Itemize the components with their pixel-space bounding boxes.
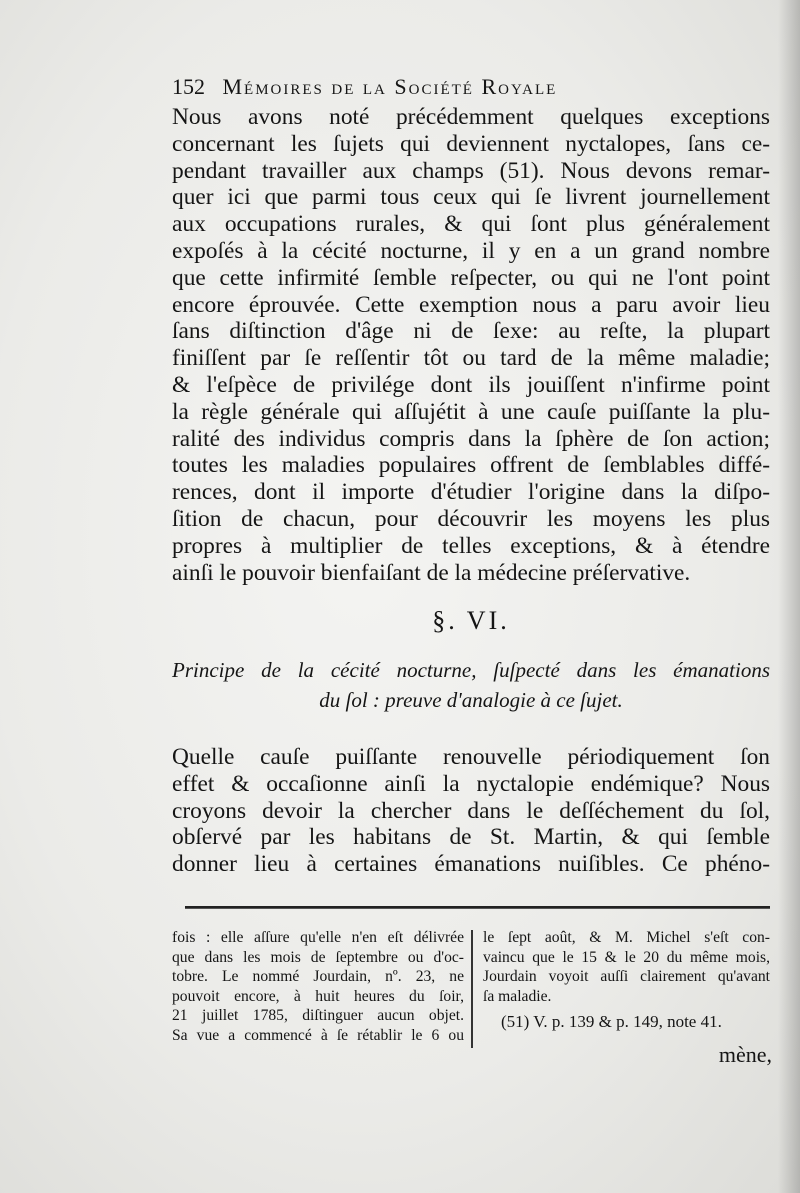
text-line: que cette infirmité ſemble reſpecter, ou qui ne l'ont point [172, 264, 770, 291]
text-line: propres à multiplier de telles exceptions, & à étendre [172, 532, 770, 559]
text-line: concernant les ſujets qui deviennent nyctalopes, ſans ce- [172, 130, 770, 157]
text-line: pendant travailler aux champs (51). Nous devons remar- [172, 157, 770, 184]
footnote-left-column [172, 928, 464, 1046]
section-subtitle [172, 655, 770, 715]
footnote-rule [185, 906, 770, 909]
footnote-line: fois : elle aſſure qu'elle n'en eſt délivrée [172, 929, 464, 946]
footnote-line: ſa maladie. [483, 987, 552, 1005]
text-line: & l'eſpèce de privilége dont ils jouiſſent n'infirme point [172, 371, 770, 398]
text-line: Quelle cauſe puiſſante renouvelle périodiquement ſon [172, 744, 770, 770]
text-line: finiſſent par ſe reſſentir tôt ou tard de la même maladie; [172, 345, 770, 372]
footnote-line: le ſept août, & M. Michel s'eſt con- [483, 929, 770, 946]
footnote-line: pouvoit encore, à huit heures du ſoir, [172, 987, 464, 1005]
text-line: obſervé par les habitans de St. Martin, & qui ſemble [172, 824, 770, 851]
text-line: croyons devoir la chercher dans le deſſéchement du ſol, [172, 797, 770, 824]
footnote-right-column [483, 928, 770, 1032]
text-line: Nous avons noté précédemment quelques exceptions [172, 104, 770, 130]
footnote-reference: (51) V. p. 139 & p. 149, note 41. [501, 1012, 722, 1032]
page-header [172, 74, 732, 100]
page-number: 152 [172, 74, 205, 99]
text-line: ſition de chacun, pour découvrir les moyens les plus [172, 505, 770, 532]
footnote-line: 21 juillet 1785, diſtinguer aucun objet. [172, 1007, 464, 1025]
running-title: Mémoires de la Société Royale [222, 74, 558, 99]
footnote-line: Jourdain voyoit auſſi clairement qu'avant [483, 968, 770, 986]
text-line: encore éprouvée. Cette exemption nous a paru avoir lieu [172, 291, 770, 318]
text-line: donner lieu à certaines émanations nuiſibles. Ce phéno- [172, 851, 770, 878]
footnote-line: vaincu que le 15 & le 20 du même mois, [483, 948, 770, 966]
text-line: ſans diſtinction d'âge ni de ſexe: au reſte, la plupart [172, 318, 770, 345]
footnote-line: tobre. Le nommé Jourdain, nº. 23, ne [172, 968, 464, 986]
text-line: quer ici que parmi tous ceux qui ſe livrent journellement [172, 184, 770, 211]
footnote-line: Sa vue a commencé à ſe rétablir le 6 ou [172, 1026, 464, 1044]
catchword: mène, [718, 1042, 772, 1067]
text-line: toutes les maladies populaires offrent de ſemblables diffé- [172, 452, 770, 479]
footnote-column-divider [471, 930, 473, 1048]
subtitle-line: Principe de la cécité nocturne, ſuſpecté dans les émanations [172, 658, 770, 682]
footnote-line: que dans les mois de ſeptembre ou d'oc- [172, 948, 464, 966]
subtitle-line: du ſol : preuve d'analogie à ce ſujet. [319, 688, 623, 712]
text-line: effet & occaſionne ainſi la nyctalopie endémique? Nous [172, 770, 770, 797]
text-line: aux occupations rurales, & qui ſont plus généralement [172, 211, 770, 238]
page-edge-shadow [778, 0, 800, 1193]
text-line: expoſés à la cécité nocturne, il y en a un grand nombre [172, 237, 770, 264]
text-line: rences, dont il importe d'étudier l'origine dans la diſpo- [172, 479, 770, 506]
paragraph-1 [172, 104, 770, 586]
text-line: ainſi le pouvoir bienfaiſant de la médecine préſervative. [172, 559, 691, 586]
text-line: ralité des individus compris dans la ſphère de ſon action; [172, 425, 770, 452]
text-line: la règle générale qui aſſujétit à une cauſe puiſſante la plu- [172, 398, 770, 425]
section-heading: §. VI. [432, 606, 510, 635]
paragraph-2 [172, 744, 770, 878]
